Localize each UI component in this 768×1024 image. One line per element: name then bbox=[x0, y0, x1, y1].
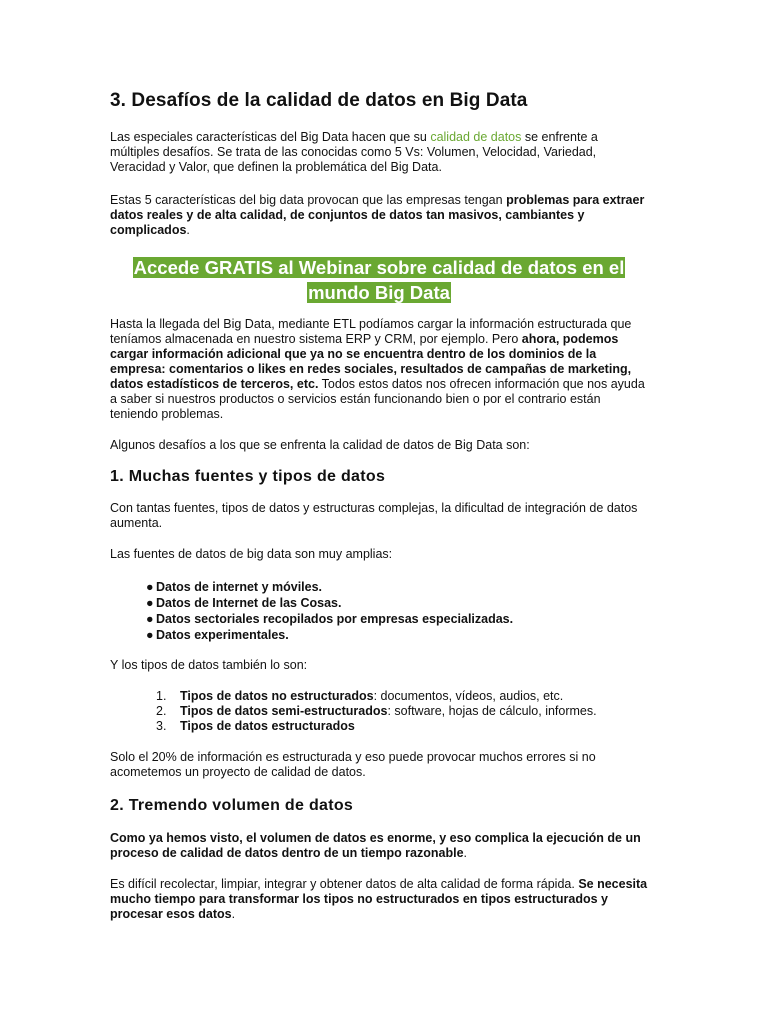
problems-text-before: Estas 5 características del big data provocan que las empresas tengan bbox=[110, 193, 507, 207]
list-item-bold: Tipos de datos no estructurados bbox=[180, 689, 374, 703]
list-item bbox=[146, 595, 648, 611]
intro-text-before: Las especiales características del Big Data hacen que su bbox=[110, 130, 431, 144]
list-item-text: Datos de Internet de las Cosas. bbox=[156, 596, 342, 610]
section1-paragraph-3: Y los tipos de datos también lo son: bbox=[110, 658, 308, 672]
list-item-text: Datos experimentales. bbox=[156, 628, 289, 642]
list-item-text: : software, hojas de cálculo, informes. bbox=[387, 704, 597, 718]
etl-text-after: Todos estos datos nos ofrecen información que nos ayuda a saber si nuestros productos o servicios están funcionando bien o por el contrario están teniendo problemas. bbox=[110, 377, 645, 421]
etl-paragraph bbox=[110, 317, 648, 422]
bullet-icon: ● bbox=[146, 628, 154, 642]
list-number: 1. bbox=[156, 689, 167, 703]
section2-p1-after: . bbox=[463, 846, 468, 860]
section2-heading: 2. Tremendo volumen de datos bbox=[110, 797, 354, 814]
data-sources-list bbox=[110, 579, 648, 643]
etl-text-before: Hasta la llegada del Big Data, mediante ETL podíamos cargar la información estructurada que teníamos almacenada en nuestro sistema ERP y CRM, por ejemplo. Pero bbox=[110, 317, 632, 346]
list-item-text: Datos de internet y móviles. bbox=[156, 580, 323, 594]
section1-heading: 1. Muchas fuentes y tipos de datos bbox=[110, 468, 386, 485]
webinar-banner bbox=[110, 255, 648, 305]
section1-paragraph-4: Solo el 20% de información es estructurada y eso puede provocar muchos errores si no acometemos un proyecto de calidad de datos. bbox=[110, 750, 596, 779]
data-types-list bbox=[110, 689, 648, 734]
document-body bbox=[110, 88, 648, 922]
list-item-text: : documentos, vídeos, audios, etc. bbox=[373, 689, 564, 703]
section2-paragraph-2 bbox=[110, 877, 648, 922]
problems-text-bold: problemas para extraer datos reales y de alta calidad, de conjuntos de datos tan masivos, cambiantes y complicados bbox=[110, 193, 645, 237]
bullet-icon: ● bbox=[146, 596, 154, 610]
challenges-intro: Algunos desafíos a los que se enfrenta la calidad de datos de Big Data son: bbox=[110, 438, 530, 452]
list-item bbox=[156, 689, 648, 704]
bullet-icon: ● bbox=[146, 580, 154, 594]
section1-paragraph-1: Con tantas fuentes, tipos de datos y estructuras complejas, la dificultad de integración de datos aumenta. bbox=[110, 501, 638, 530]
list-item bbox=[156, 704, 648, 719]
list-number: 2. bbox=[156, 704, 167, 718]
page-title: 3. Desafíos de la calidad de datos en Big Data bbox=[110, 90, 528, 111]
list-item bbox=[146, 579, 648, 595]
list-item-bold: Tipos de datos semi-estructurados bbox=[180, 704, 388, 718]
list-item bbox=[146, 611, 648, 627]
intro-paragraph bbox=[110, 130, 648, 175]
list-item-bold: Tipos de datos estructurados bbox=[180, 719, 355, 733]
bullet-icon: ● bbox=[146, 612, 154, 626]
section2-p2-bold: Se necesita mucho tiempo para transformar los tipos no estructurados en tipos estructurados y procesar esos datos bbox=[110, 877, 648, 921]
problems-text-after: . bbox=[186, 223, 190, 237]
list-number: 3. bbox=[156, 719, 167, 733]
intro-text-after: se enfrente a múltiples desafíos. Se trata de las conocidas como 5 Vs: Volumen, Velocidad, Variedad, Veracidad y Valor, que definen la problemática del Big Data. bbox=[110, 130, 598, 174]
section1-paragraph-2: Las fuentes de datos de big data son muy amplias: bbox=[110, 547, 393, 561]
section2-p1-bold: Como ya hemos visto, el volumen de datos es enorme, y eso complica la ejecución de un proceso de calidad de datos dentro de un tiempo razonable bbox=[110, 831, 641, 860]
list-item bbox=[156, 719, 648, 734]
list-item-text: Datos sectoriales recopilados por empresas especializadas. bbox=[156, 612, 514, 626]
section2-p2-after: . bbox=[231, 907, 236, 921]
webinar-cta-link[interactable]: Accede GRATIS al Webinar sobre calidad de datos en el mundo Big Data bbox=[133, 257, 625, 303]
section2-paragraph-1 bbox=[110, 831, 648, 861]
problems-paragraph bbox=[110, 193, 648, 238]
calidad-de-datos-link[interactable]: calidad de datos bbox=[430, 130, 522, 144]
list-item bbox=[146, 627, 648, 643]
section2-p2-before: Es difícil recolectar, limpiar, integrar y obtener datos de alta calidad de forma rápida. bbox=[110, 877, 579, 891]
etl-text-bold: ahora, podemos cargar información adicional que ya no se encuentra dentro de los dominios de la empresa: comentarios o likes en redes sociales, resultados de campañas de marketing, datos estadísticos de terceros, etc. bbox=[110, 332, 632, 391]
